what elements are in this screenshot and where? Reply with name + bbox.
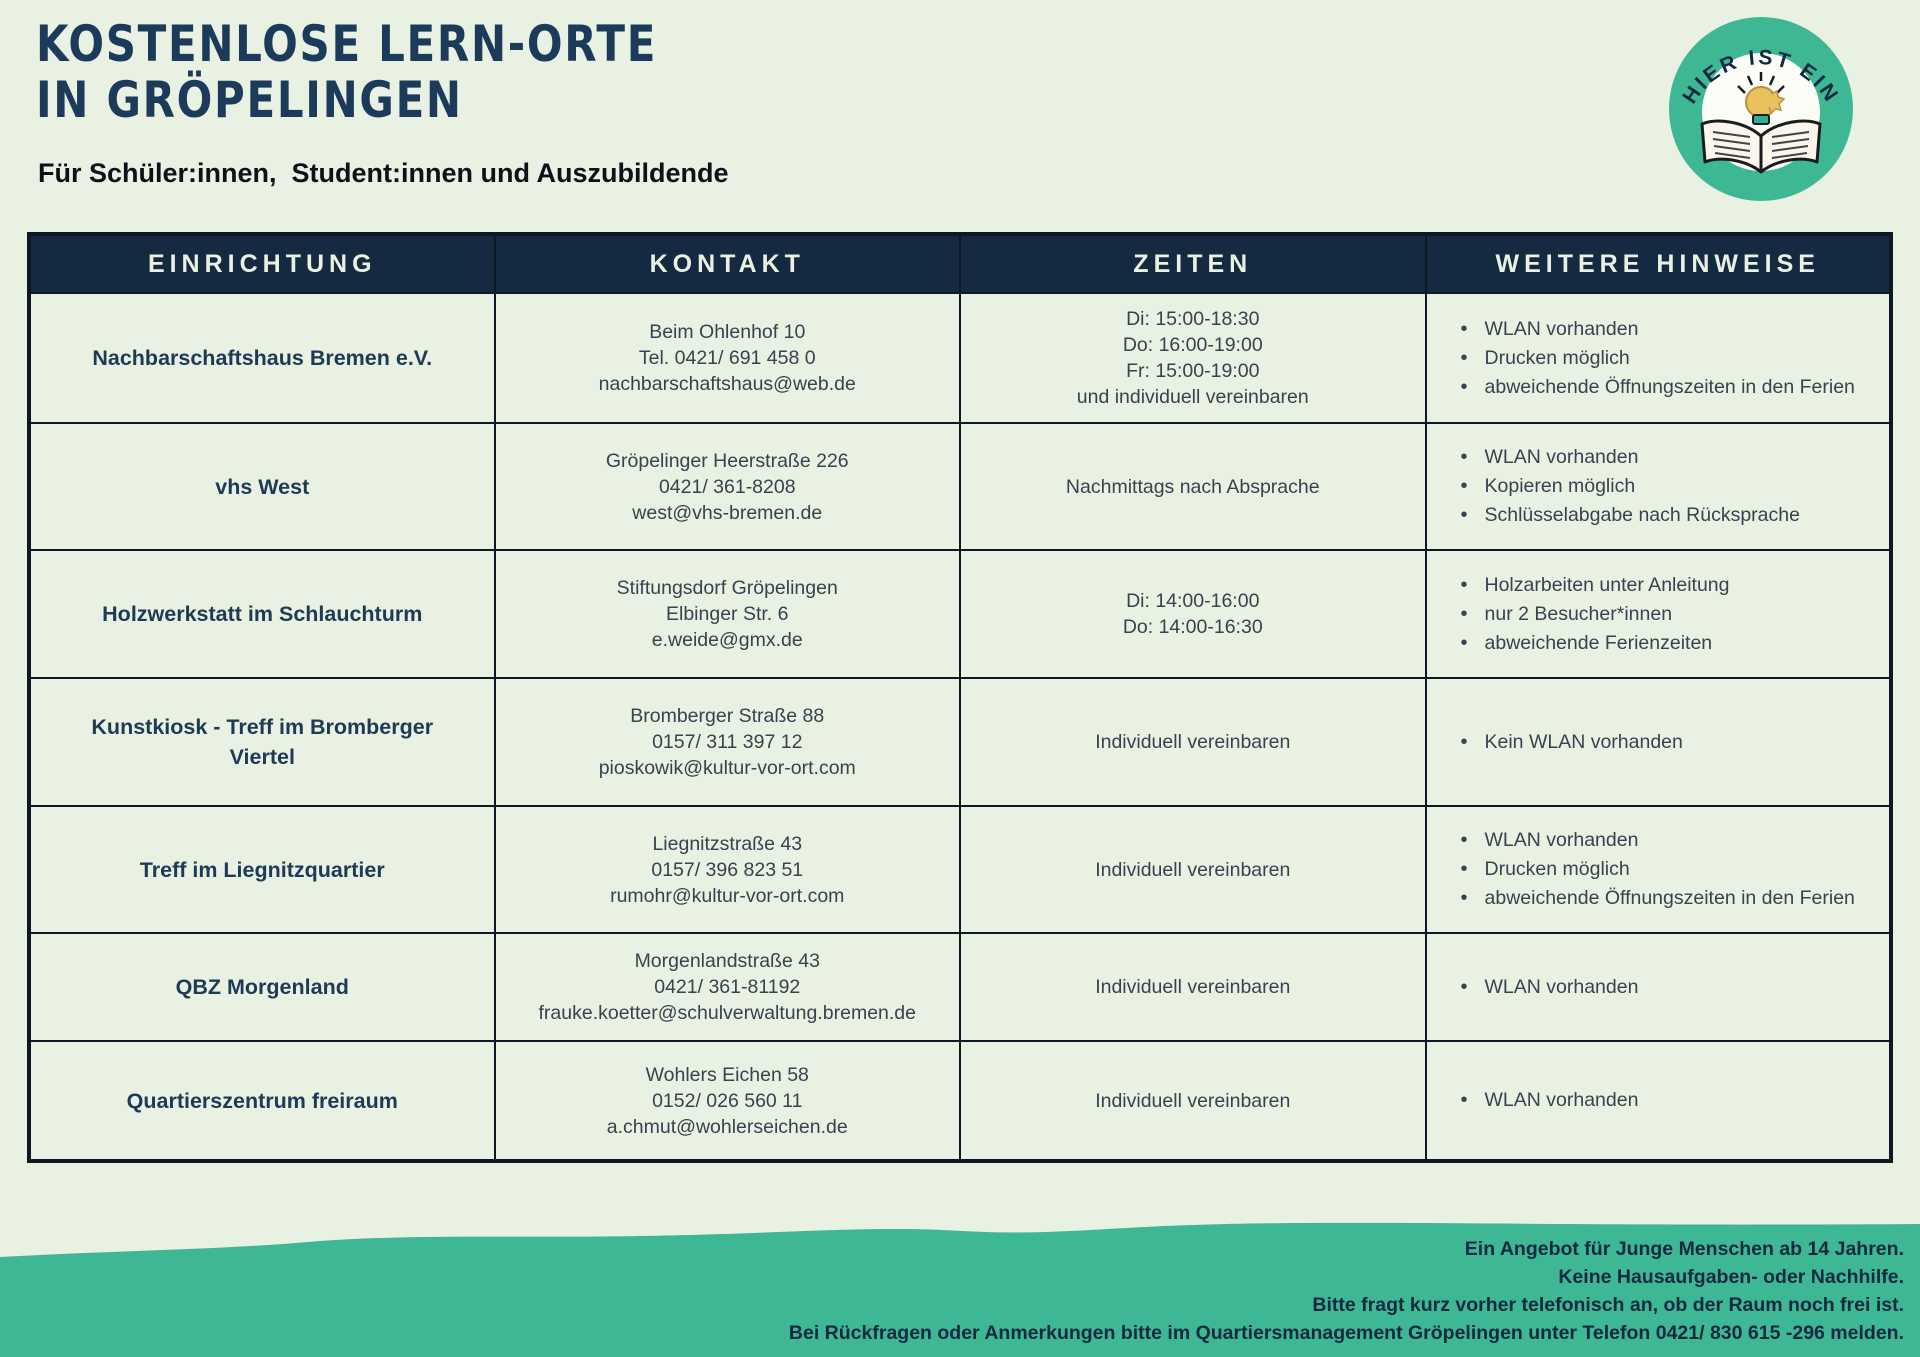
hinweise-list: [1461, 973, 1870, 1002]
kontakt-line: Liegnitzstraße 43: [652, 832, 803, 855]
hinweise-cell: [1426, 293, 1892, 423]
page-title-line2: IN GRÖPELINGEN: [36, 71, 463, 129]
column-header-zeiten: ZEITEN: [960, 234, 1426, 293]
hinweise-cell: [1426, 423, 1892, 550]
einrichtung-cell: Holzwerkstatt im Schlauchturm: [29, 550, 495, 678]
hinweise-item: • WLAN vorhanden: [1461, 826, 1870, 855]
hinweise-item: • nur 2 Besucher*innen: [1461, 600, 1870, 629]
hinweise-list: [1461, 571, 1870, 658]
hinweise-cell: [1426, 550, 1892, 678]
hinweise-list: [1461, 315, 1870, 402]
footer-line: Ein Angebot für Junge Menschen ab 14 Jahren.: [1464, 1238, 1904, 1260]
kontakt-line: west@vhs-bremen.de: [632, 501, 823, 524]
lern-orte-table: [27, 232, 1893, 1163]
footer-line: Bitte fragt kurz vorher telefonisch an, ob der Raum noch frei ist.: [1312, 1294, 1904, 1316]
einrichtung-cell: Nachbarschaftshaus Bremen e.V.: [29, 293, 495, 423]
kontakt-line: Beim Ohlenhof 10: [649, 321, 806, 343]
table-row: [29, 550, 1891, 678]
table-row: [29, 678, 1891, 806]
table-row: [29, 933, 1891, 1041]
einrichtung-cell: vhs West: [29, 423, 495, 550]
page-subtitle: Für Schüler:innen, Student:innen und Auszubildende: [38, 158, 729, 188]
zeiten-cell: [960, 678, 1426, 806]
kontakt-line: rumohr@kultur-vor-ort.com: [610, 884, 845, 907]
table-row: [29, 806, 1891, 933]
table-header-row: [29, 234, 1891, 293]
hinweise-list: [1461, 826, 1870, 913]
hinweise-item: • abweichende Öffnungszeiten in den Ferien: [1461, 884, 1870, 913]
zeiten-line: und individuell vereinbaren: [1076, 386, 1309, 408]
footer-text: [789, 1235, 1904, 1347]
kontakt-cell: [495, 550, 961, 678]
kontakt-line: Wohlers Eichen 58: [645, 1063, 809, 1086]
kontakt-cell: [495, 423, 961, 550]
hinweise-list: [1461, 1086, 1870, 1115]
hinweise-item: • WLAN vorhanden: [1461, 1086, 1870, 1115]
einrichtung-cell: QBZ Morgenland: [29, 933, 495, 1041]
zeiten-line: Nachmittags nach Absprache: [1065, 475, 1320, 498]
einrichtung-cell: Quartierszentrum freiraum: [29, 1041, 495, 1161]
kontakt-line: 0152/ 026 560 11: [652, 1089, 803, 1112]
lern-orte-table-container: [27, 232, 1893, 1163]
hinweise-cell: [1426, 933, 1892, 1041]
hinweise-cell: [1426, 1041, 1892, 1161]
zeiten-line: Individuell vereinbaren: [1095, 858, 1291, 881]
zeiten-cell: [960, 550, 1426, 678]
kontakt-line: 0421/ 361-81192: [654, 976, 801, 998]
hinweise-item: • abweichende Öffnungszeiten in den Ferien: [1461, 373, 1870, 402]
kontakt-line: frauke.koetter@schulverwaltung.bremen.de: [538, 1002, 916, 1024]
zeiten-cell: [960, 423, 1426, 550]
hinweise-list: [1461, 443, 1870, 530]
zeiten-cell: [960, 1041, 1426, 1161]
table-row: [29, 1041, 1891, 1161]
einrichtung-cell: Treff im Liegnitzquartier: [29, 806, 495, 933]
hinweise-item: • abweichende Ferienzeiten: [1461, 629, 1870, 658]
kontakt-line: 0421/ 361-8208: [658, 475, 796, 498]
zeiten-line: Di: 15:00-18:30: [1126, 308, 1260, 330]
kontakt-line: e.weide@gmx.de: [651, 629, 803, 651]
hinweise-item: • Kein WLAN vorhanden: [1461, 728, 1870, 757]
zeiten-line: Do: 14:00-16:30: [1122, 616, 1263, 638]
kontakt-cell: [495, 933, 961, 1041]
kontakt-line: Tel. 0421/ 691 458 0: [638, 347, 816, 369]
kontakt-cell: [495, 1041, 961, 1161]
column-header-weitere-hinweise: WEITERE HINWEISE: [1426, 234, 1892, 293]
kontakt-line: a.chmut@wohlerseichen.de: [606, 1115, 848, 1138]
kontakt-cell: [495, 293, 961, 423]
zeiten-line: Do: 16:00-19:00: [1122, 334, 1263, 356]
column-header-kontakt: KONTAKT: [495, 234, 961, 293]
zeiten-line: Di: 14:00-16:00: [1126, 590, 1260, 612]
page-title-line1: KOSTENLOSE LERN-ORTE: [36, 15, 658, 73]
kontakt-line: Elbinger Str. 6: [666, 603, 789, 625]
hinweise-item: • Drucken möglich: [1461, 855, 1870, 884]
hinweise-list: [1461, 728, 1870, 757]
kontakt-line: Morgenlandstraße 43: [634, 950, 820, 972]
hinweise-item: • WLAN vorhanden: [1461, 443, 1870, 472]
kontakt-line: nachbarschaftshaus@web.de: [598, 373, 856, 395]
zeiten-line: Individuell vereinbaren: [1095, 1089, 1291, 1112]
zeiten-cell: [960, 806, 1426, 933]
table-row: [29, 423, 1891, 550]
kontakt-line: Bromberger Straße 88: [630, 705, 825, 727]
hinweise-item: • Kopieren möglich: [1461, 472, 1870, 501]
column-header-einrichtung: EINRICHTUNG: [29, 234, 495, 293]
kontakt-cell: [495, 806, 961, 933]
hinweise-item: • Schlüsselabgabe nach Rücksprache: [1461, 501, 1870, 530]
logo-top-text: HIER IST EIN: [1678, 45, 1844, 108]
hinweise-cell: [1426, 678, 1892, 806]
page-title: [36, 16, 657, 128]
table-body: [29, 293, 1891, 1161]
kontakt-line: 0157/ 311 397 12: [652, 731, 803, 753]
zeiten-line: Individuell vereinbaren: [1095, 976, 1291, 998]
table-row: [29, 293, 1891, 423]
footer-line: Keine Hausaufgaben- oder Nachhilfe.: [1558, 1266, 1904, 1288]
kontakt-line: 0157/ 396 823 51: [651, 858, 804, 881]
hinweise-item: • Drucken möglich: [1461, 344, 1870, 373]
einrichtung-cell: Kunstkiosk - Treff im Bromberger Viertel: [29, 678, 495, 806]
lern-ort-logo: [1666, 14, 1856, 204]
zeiten-line: Individuell vereinbaren: [1095, 731, 1291, 753]
kontakt-line: Gröpelinger Heerstraße 226: [605, 449, 849, 472]
kontakt-line: Stiftungsdorf Gröpelingen: [616, 577, 838, 599]
zeiten-cell: [960, 933, 1426, 1041]
zeiten-cell: [960, 293, 1426, 423]
hinweise-item: • WLAN vorhanden: [1461, 315, 1870, 344]
kontakt-cell: [495, 678, 961, 806]
hinweise-item: • Holzarbeiten unter Anleitung: [1461, 571, 1870, 600]
zeiten-line: Fr: 15:00-19:00: [1126, 360, 1260, 382]
hinweise-cell: [1426, 806, 1892, 933]
kontakt-line: pioskowik@kultur-vor-ort.com: [598, 757, 856, 779]
footer-line: Bei Rückfragen oder Anmerkungen bitte im Quartiersmanagement Gröpelingen unter Telefon 0421/ 830 615 -296 melden.: [788, 1322, 1904, 1344]
hinweise-item: • WLAN vorhanden: [1461, 973, 1870, 1002]
